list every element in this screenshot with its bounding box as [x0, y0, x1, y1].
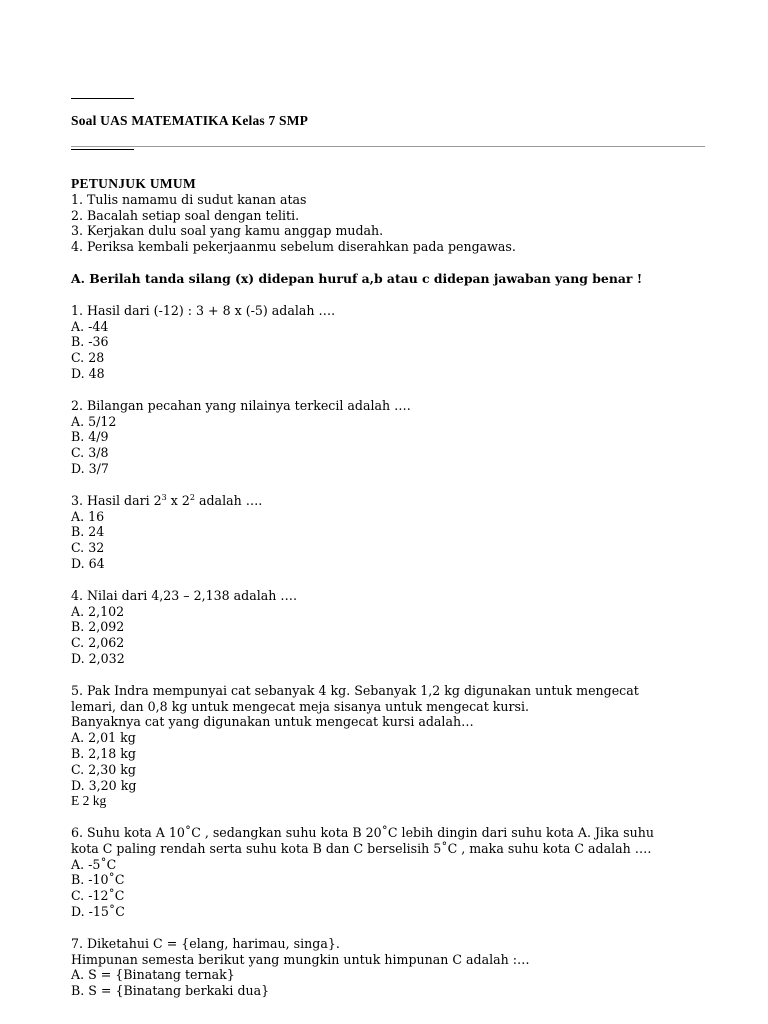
q3-exponent-2: 2 [189, 492, 195, 502]
q1-option-a: A. -44 [71, 318, 109, 334]
q3-option-a: A. 16 [71, 508, 105, 524]
question-6-line-2: kota C paling rendah serta suhu kota B dan C berselisih 5˚C , maka suhu kota C adalah …. [71, 840, 652, 856]
petunjuk-heading: PETUNJUK UMUM [71, 176, 197, 191]
q3-option-b: B. 24 [71, 524, 105, 540]
petunjuk-item: 1. Tulis namamu di sudut kanan atas [71, 191, 307, 207]
q4-option-b: B. 2,092 [71, 619, 125, 635]
q3-option-d: D. 64 [71, 555, 105, 571]
q4-option-d: D. 2,032 [71, 650, 125, 666]
q5-option-d: D. 3,20 kg [71, 777, 137, 793]
q5-option-a: A. 2,01 kg [71, 730, 136, 746]
question-4: 4. Nilai dari 4,23 – 2,138 adalah …. [71, 587, 297, 603]
q5-option-c: C. 2,30 kg [71, 761, 136, 777]
q3-mid: x 2 [166, 492, 190, 508]
question-3 [71, 493, 711, 509]
question-5-line-2: lemari, dan 0,8 kg untuk mengecat meja sisanya untuk mengecat kursi. [71, 698, 530, 714]
q3-prefix: 3. Hasil dari 2 [71, 492, 162, 508]
q7-option-b: B. S = {Binatang berkaki dua} [71, 983, 270, 999]
question-5-line-3: Banyaknya cat yang digunakan untuk mengecat kursi adalah… [71, 714, 474, 730]
q6-option-b: B. -10˚C [71, 872, 125, 888]
question-2: 2. Bilangan pecahan yang nilainya terkecil adalah …. [71, 397, 411, 413]
section-a-instruction: A. Berilah tanda silang (x) didepan huruf a,b atau c didepan jawaban yang benar ! [71, 270, 643, 286]
question-5-line-1: 5. Pak Indra mempunyai cat sebanyak 4 kg. Sebanyak 1,2 kg digunakan untuk mengecat [71, 682, 639, 698]
question-7-line-2: Himpunan semesta berikut yang mungkin untuk himpunan C adalah :… [71, 951, 530, 967]
document-title: Soal UAS MATEMATIKA Kelas 7 SMP [71, 113, 309, 128]
q2-option-d: D. 3/7 [71, 460, 109, 476]
q3-exponent-1: 3 [161, 492, 167, 502]
q3-suffix: adalah …. [194, 492, 263, 508]
question-1: 1. Hasil dari (-12) : 3 + 8 x (-5) adalah …. [71, 302, 336, 318]
q3-option-c: C. 32 [71, 540, 105, 556]
q5-option-b: B. 2,18 kg [71, 745, 136, 761]
q2-option-a: A. 5/12 [71, 413, 117, 429]
q1-option-b: B. -36 [71, 334, 109, 350]
petunjuk-item: 4. Periksa kembali pekerjaanmu sebelum diserahkan pada pengawas. [71, 239, 516, 255]
q6-option-a: A. -5˚C [71, 856, 117, 872]
q6-option-d: D. -15˚C [71, 904, 125, 920]
question-6-line-1: 6. Suhu kota A 10˚C , sedangkan suhu kota B 20˚C lebih dingin dari suhu kota A. Jika suhu [71, 825, 654, 841]
q7-option-a: A. S = {Binatang ternak} [71, 967, 235, 983]
q1-option-d: D. 48 [71, 365, 105, 381]
q2-option-b: B. 4/9 [71, 429, 109, 445]
top-short-rule [71, 98, 134, 99]
q4-option-c: C. 2,062 [71, 635, 125, 651]
q4-option-a: A. 2,102 [71, 603, 125, 619]
petunjuk-item: 3. Kerjakan dulu soal yang kamu anggap mudah. [71, 223, 384, 239]
petunjuk-item: 2. Bacalah setiap soal dengan teliti. [71, 207, 300, 223]
q2-option-c: C. 3/8 [71, 445, 109, 461]
q6-option-c: C. -12˚C [71, 888, 125, 904]
q5-option-e: E 2 kg [71, 793, 107, 809]
q1-option-c: C. 28 [71, 350, 105, 366]
title-divider [71, 146, 705, 147]
title-short-rule [71, 149, 134, 150]
question-7-line-1: 7. Diketahui C = {elang, harimau, singa}. [71, 935, 340, 951]
document-body [71, 176, 711, 999]
